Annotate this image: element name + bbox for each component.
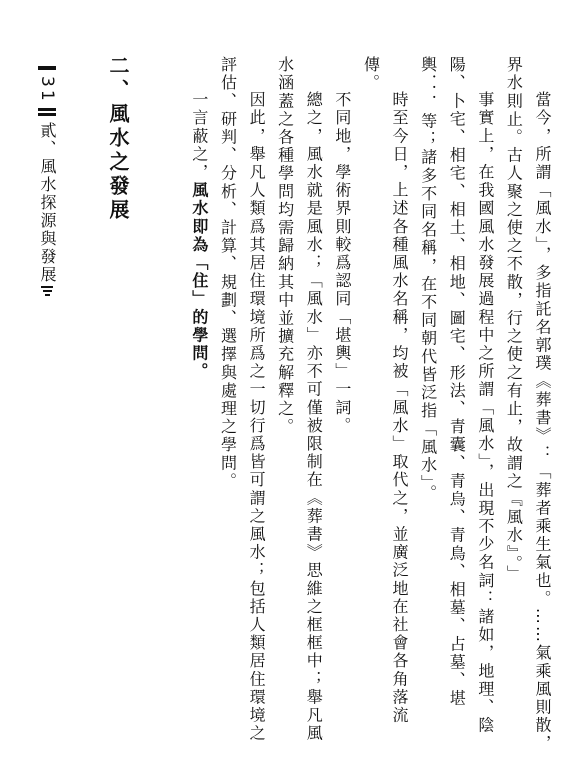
ornament-icon — [40, 286, 54, 296]
section-heading: 二、風水之發展 — [106, 55, 130, 223]
paragraph-3: 時至今日，上述各種風水名稱，均被「風水」取代之，並廣泛地在社會各角落流傳。 — [361, 56, 410, 725]
closing-paragraph — [184, 56, 213, 756]
running-head — [30, 66, 64, 296]
header-double-rule — [38, 108, 56, 116]
body-text — [148, 56, 556, 756]
paragraph-5: 總之，風水就是風水；「風水」亦不可僅被限制在《葬書》思維之框框中；舉凡風水涵蓋之各種學問均需歸納其中並擴充解釋之。 — [275, 56, 324, 743]
paragraph-4: 不同地，學術界則較爲認同「堪輿」一詞。 — [332, 91, 352, 436]
page-number: 31 — [37, 76, 57, 104]
paragraph-1: 當今，所謂「風水」，多指託名郭璞《葬書》：「葬者乘生氣也。……氣乘風則散，界水則止。古人聚之使之不散，行之使之有止，故謂之『風水』。」 — [504, 56, 552, 753]
header-rule — [38, 66, 56, 70]
chapter-title: 貳、風水探源與發展 — [38, 121, 57, 284]
paragraph-2: 事實上，在我國風水發展過程中之所謂「風水」，出現不少名詞：諸如，地理、陰陽、卜宅、相宅、相土、相地、圖宅、形法、青囊、青烏、青鳥、相墓、占墓、堪輿．．．等；諸多不同名稱，在不同朝代皆泛指「風水」。 — [418, 56, 495, 735]
paragraph-6: 因此，舉凡人類爲其居住環境所爲之一切行爲皆可謂之風水；包括人類居住環境之評估、研判、分析、計算、規劃、選擇與處理之學問。 — [218, 56, 267, 743]
closing-prefix: 一言蔽之， — [189, 91, 209, 182]
closing-emphasis: 風水即為「住」的學問。 — [189, 181, 209, 381]
